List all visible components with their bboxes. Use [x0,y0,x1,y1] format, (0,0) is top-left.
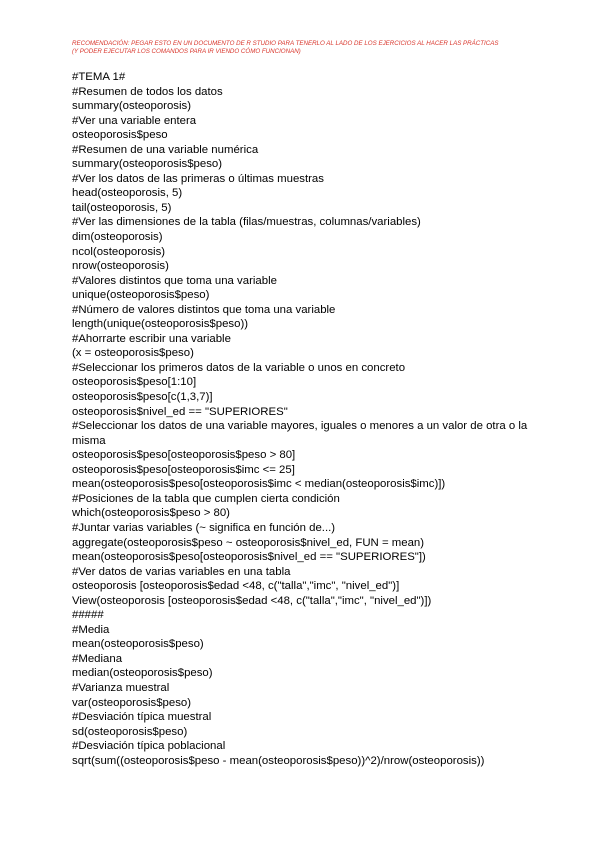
code-line: sqrt(sum((osteoporosis$peso - mean(osteoporosis$peso))^2)/nrow(osteoporosis)) [72,754,485,767]
code-line: #Seleccionar los datos de una variable mayores, iguales o menores a un valor de otra o la misma [72,420,528,447]
code-line: View(osteoporosis [osteoporosis$edad <48, c("talla","imc", "nivel_ed")]) [72,594,432,607]
code-line: #Valores distintos que toma una variable [72,274,277,287]
recommendation-line-1: RECOMENDACIÓN: PEGAR ESTO EN UN DOCUMENTO DE R STUDIO PARA TENERLO AL LADO DE LOS EJERCICIOS AL HACER LAS PRÁCTICAS [72,40,499,47]
code-line: #Resumen de una variable numérica [72,143,259,156]
code-line: (x = osteoporosis$peso) [72,347,194,360]
code-line: #Ver datos de varias variables en una tabla [72,565,291,578]
code-line: osteoporosis [osteoporosis$edad <48, c("talla","imc", "nivel_ed")] [72,580,400,593]
code-line: mean(osteoporosis$peso) [72,638,204,651]
code-line: osteoporosis$peso[osteoporosis$peso > 80] [72,449,296,462]
recommendation-note [72,40,532,56]
code-line: #Seleccionar los primeros datos de la variable o unos en concreto [72,361,406,374]
code-line: dim(osteoporosis) [72,231,163,244]
code-line: #Número de valores distintos que toma una variable [72,303,336,316]
code-line: #Media [72,623,110,636]
r-code-listing [72,70,532,768]
code-line: #Mediana [72,652,123,665]
code-line: #Ver los datos de las primeras o últimas muestras [72,172,324,185]
code-line: ncol(osteoporosis) [72,245,166,258]
code-line: osteoporosis$peso [72,129,168,142]
code-line: head(osteoporosis, 5) [72,187,183,200]
code-line: sd(osteoporosis$peso) [72,725,188,738]
code-line: #Desviación típica poblacional [72,740,226,753]
code-line: #Posiciones de la tabla que cumplen cierta condición [72,492,340,505]
code-line: #Ver las dimensiones de la tabla (filas/muestras, columnas/variables) [72,216,421,229]
code-line: summary(osteoporosis$peso) [72,158,223,171]
code-line: summary(osteoporosis) [72,100,192,113]
code-line: var(osteoporosis$peso) [72,696,192,709]
code-line: #Varianza muestral [72,681,170,694]
code-line: #Desviación típica muestral [72,711,212,724]
code-line: ##### [72,609,104,622]
code-line: which(osteoporosis$peso > 80) [72,507,230,520]
code-line: nrow(osteoporosis) [72,260,169,273]
recommendation-line-2: (Y PODER EJECUTAR LOS COMANDOS PARA IR VIENDO CÓMO FUNCIONAN) [72,48,301,55]
code-line: osteoporosis$peso[osteoporosis$imc <= 25] [72,463,295,476]
code-line: osteoporosis$peso[1:10] [72,376,197,389]
code-line: aggregate(osteoporosis$peso ~ osteoporosis$nivel_ed, FUN = mean) [72,536,425,549]
code-line: mean(osteoporosis$peso[osteoporosis$nivel_ed == "SUPERIORES"]) [72,551,426,564]
code-line: length(unique(osteoporosis$peso)) [72,318,249,331]
code-line: #TEMA 1# [72,71,126,83]
code-line: median(osteoporosis$peso) [72,667,213,680]
code-line: #Juntar varias variables (~ significa en función de...) [72,521,336,534]
code-line: #Resumen de todos los datos [72,85,223,98]
code-line: unique(osteoporosis$peso) [72,289,210,302]
code-line: osteoporosis$peso[c(1,3,7)] [72,391,213,404]
code-line: #Ver una variable entera [72,114,197,127]
code-line: mean(osteoporosis$peso[osteoporosis$imc < median(osteoporosis$imc)]) [72,478,446,491]
code-line: osteoporosis$nivel_ed == "SUPERIORES" [72,405,288,418]
code-line: #Ahorrarte escribir una variable [72,332,231,345]
code-line: tail(osteoporosis, 5) [72,201,172,214]
